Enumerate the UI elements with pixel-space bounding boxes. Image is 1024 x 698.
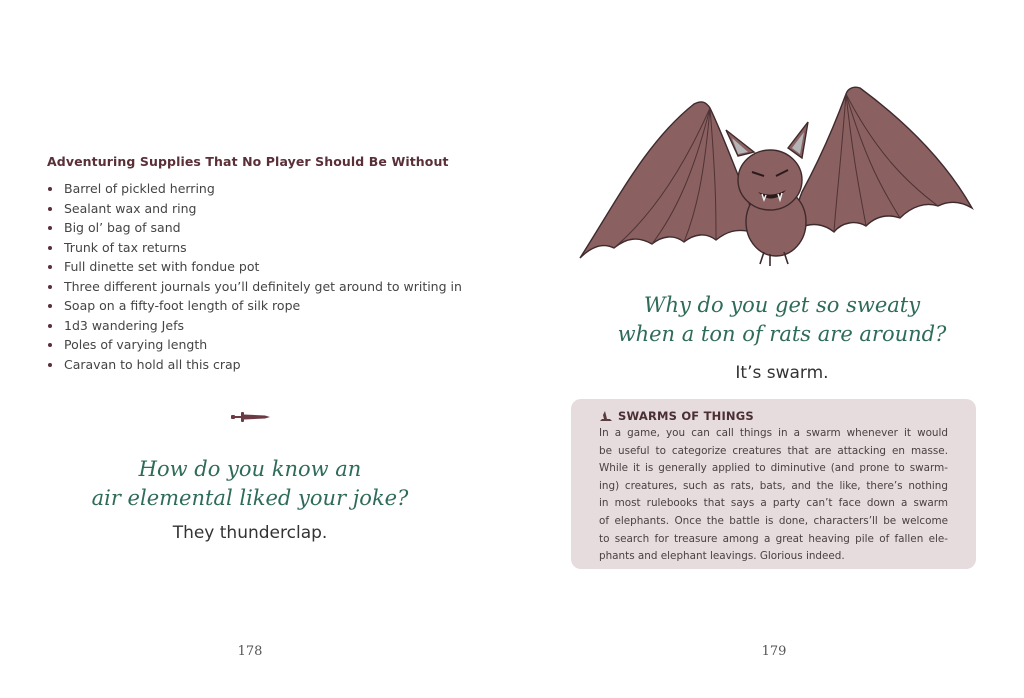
sidebar-line: While it is generally applied to diminutive (and prone to swarm- <box>599 462 948 475</box>
list-item: Sealant wax and ring <box>47 199 462 219</box>
list-item: Full dinette set with fondue pot <box>47 257 462 277</box>
page-number: 179 <box>761 644 787 659</box>
joke-question-line: air elemental liked your joke? <box>91 486 409 510</box>
sidebar-line: ing) creatures, such as rats, bats, and the like, there’s nothing <box>599 479 948 492</box>
sidebar-title <box>599 408 948 424</box>
list-item: Caravan to hold all this crap <box>47 355 462 375</box>
sidebar-line: to search for treasure among a great heaving pile of fallen ele- <box>599 532 948 545</box>
joke-question <box>592 291 972 349</box>
joke-question <box>80 455 420 513</box>
supplies-heading: Adventuring Supplies That No Player Should Be Without <box>47 154 449 169</box>
sidebar-body <box>599 425 948 566</box>
sidebar-title-text: SWARMS OF THINGS <box>618 409 754 423</box>
dagger-icon <box>231 409 271 425</box>
bat-illustration <box>576 82 976 268</box>
joke-question-line: How do you know an <box>138 457 362 481</box>
sidebar-box <box>571 399 976 569</box>
joke-answer: They thunderclap. <box>172 523 328 543</box>
sidebar-line: of elephants. Once the battle is done, characters’ll be welcome <box>599 514 948 527</box>
sidebar-line: In a game, you can call things in a swarm whenever it would <box>599 427 948 439</box>
right-page <box>512 0 1024 698</box>
sidebar-line: be useful to categorize creatures that are attacking en masse. <box>599 444 948 457</box>
joke-question-line: Why do you get so sweaty <box>643 293 921 317</box>
sidebar-line: phants and elephant leavings. Glorious indeed. <box>599 550 845 563</box>
list-item: Big ol’ bag of sand <box>47 218 462 238</box>
list-item: Barrel of pickled herring <box>47 179 462 199</box>
page-number: 178 <box>237 644 263 659</box>
joke-question-line: when a ton of rats are around? <box>617 322 947 346</box>
list-item: Three different journals you’ll definitely get around to writing in <box>47 277 462 297</box>
sidebar-line: in most rulebooks that says a party can’t face down a swarm <box>599 497 948 510</box>
wizard-hat-icon <box>599 409 613 423</box>
list-item: Soap on a fifty-foot length of silk rope <box>47 296 462 316</box>
joke-answer: It’s swarm. <box>735 363 829 383</box>
list-item: Trunk of tax returns <box>47 238 462 258</box>
list-item: 1d3 wandering Jefs <box>47 316 462 336</box>
supplies-list <box>47 179 462 374</box>
list-item: Poles of varying length <box>47 335 462 355</box>
